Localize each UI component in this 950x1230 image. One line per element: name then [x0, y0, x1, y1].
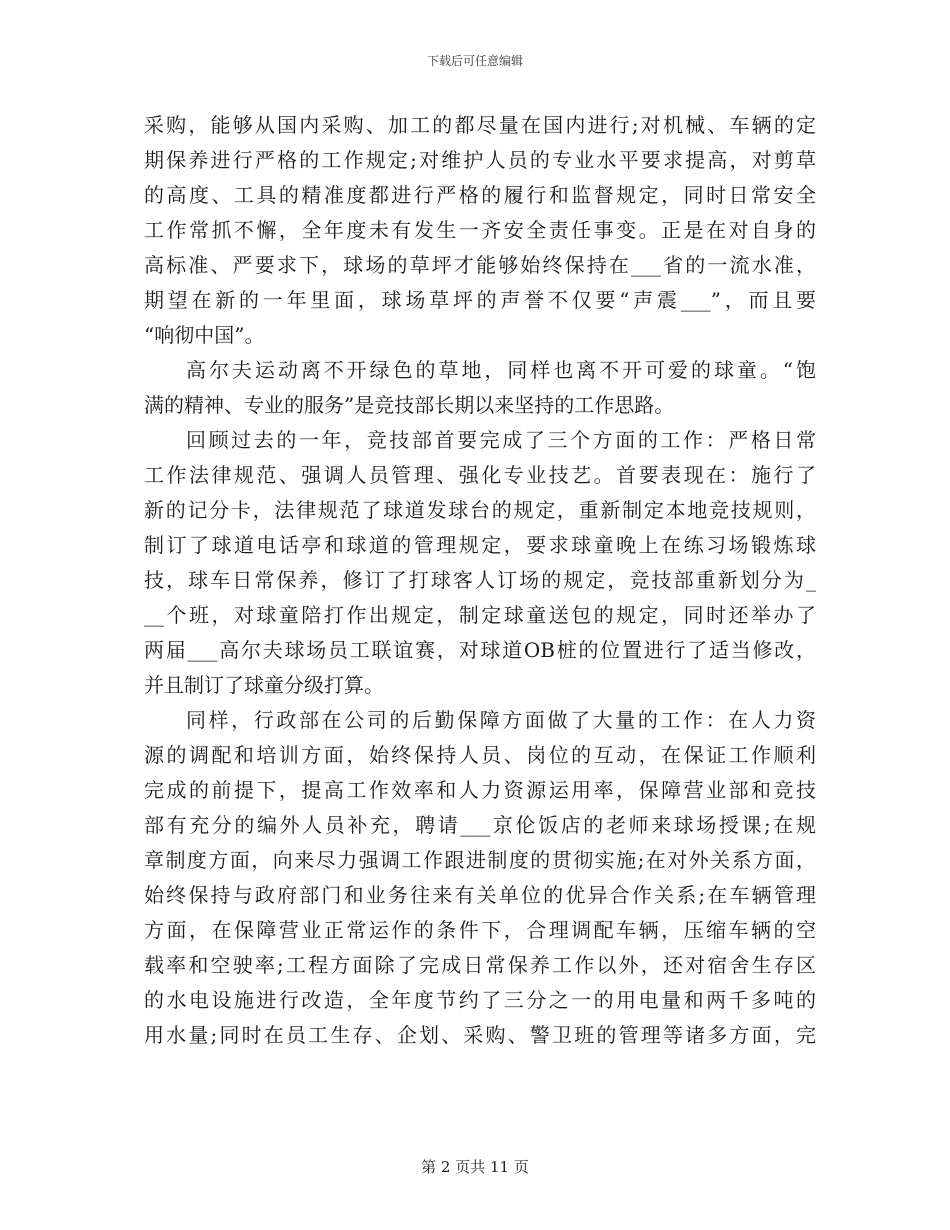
- text-line: 方面，在保障营业正常运作的条件下，合理调配车辆，压缩车辆的空: [144, 918, 816, 942]
- text-line: __个班，对球童陪打作出规定，制定球童送包的规定，同时还举办了: [144, 603, 816, 627]
- text-line: 期望在新的一年里面，球场草坪的声誉不仅要“声震___”，而且要: [144, 288, 816, 312]
- page-header: 下载后可任意编辑: [426, 54, 523, 68]
- paragraph-2: [144, 353, 816, 423]
- text-line: 的水电设施进行改造，全年度节约了三分之一的用电量和两千多吨的: [144, 988, 816, 1012]
- text-line: 技，球车日常保养，修订了打球客人订场的规定，竞技部重新划分为_: [144, 568, 816, 592]
- text-line: 章制度方面，向来尽力强调工作跟进制度的贯彻实施;在对外关系方面，: [144, 848, 816, 872]
- paragraph-3: [144, 423, 816, 703]
- text-line: 期保养进行严格的工作规定;对维护人员的专业水平要求提高，对剪草: [144, 148, 816, 172]
- text-line: 同样，行政部在公司的后勤保障方面做了大量的工作：在人力资: [186, 708, 816, 732]
- page-number: 第 2 页共 11 页: [421, 1158, 529, 1176]
- text-line: 源的调配和培训方面，始终保持人员、岗位的互动，在保证工作顺利: [144, 743, 816, 767]
- text-line: 工作法律规范、强调人员管理、强化专业技艺。首要表现在：施行了: [144, 463, 816, 487]
- text-line: 采购，能够从国内采购、加工的都尽量在国内进行;对机械、车辆的定: [144, 113, 816, 137]
- paragraph-1: [144, 108, 816, 353]
- text-line: 用水量;同时在员工生存、企划、采购、警卫班的管理等诸多方面，完: [144, 1023, 816, 1047]
- text-line: “响彻中国”。: [144, 323, 265, 347]
- text-line: 的高度、工具的精准度都进行严格的履行和监督规定，同时日常安全: [144, 183, 816, 207]
- text-line: 部有充分的编外人员补充，聘请___京伦饭店的老师来球场授课;在规: [144, 813, 816, 837]
- text-line: 两届___高尔夫球场员工联谊赛，对球道OB桩的位置进行了适当修改，: [144, 638, 816, 662]
- text-line: 完成的前提下，提高工作效率和人力资源运用率，保障营业部和竞技: [144, 778, 816, 802]
- text-line: 高尔夫运动离不开绿色的草地，同样也离不开可爱的球童。“饱: [186, 358, 816, 382]
- text-line: 制订了球道电话亭和球道的管理规定，要求球童晚上在练习场锻炼球: [144, 533, 816, 557]
- text-line: 工作常抓不懈，全年度未有发生一齐安全责任事变。正是在对自身的: [144, 218, 816, 242]
- text-line: 新的记分卡，法律规范了球道发球台的规定，重新制定本地竞技规则，: [144, 498, 816, 522]
- text-line: 始终保持与政府部门和业务往来有关单位的优异合作关系;在车辆管理: [144, 883, 816, 907]
- text-line: 回顾过去的一年，竞技部首要完成了三个方面的工作：严格日常: [186, 428, 816, 452]
- text-line: 满的精神、专业的服务”是竞技部长期以来坚持的工作思路。: [144, 393, 675, 417]
- text-line: 并且制订了球童分级打算。: [144, 673, 384, 697]
- text-line: 高标准、严要求下，球场的草坪才能够始终保持在___省的一流水准，: [144, 253, 816, 277]
- paragraph-4: [144, 703, 816, 1053]
- document-body: [144, 108, 816, 1053]
- text-line: 载率和空驶率;工程方面除了完成日常保养工作以外，还对宿舍生存区: [144, 953, 816, 977]
